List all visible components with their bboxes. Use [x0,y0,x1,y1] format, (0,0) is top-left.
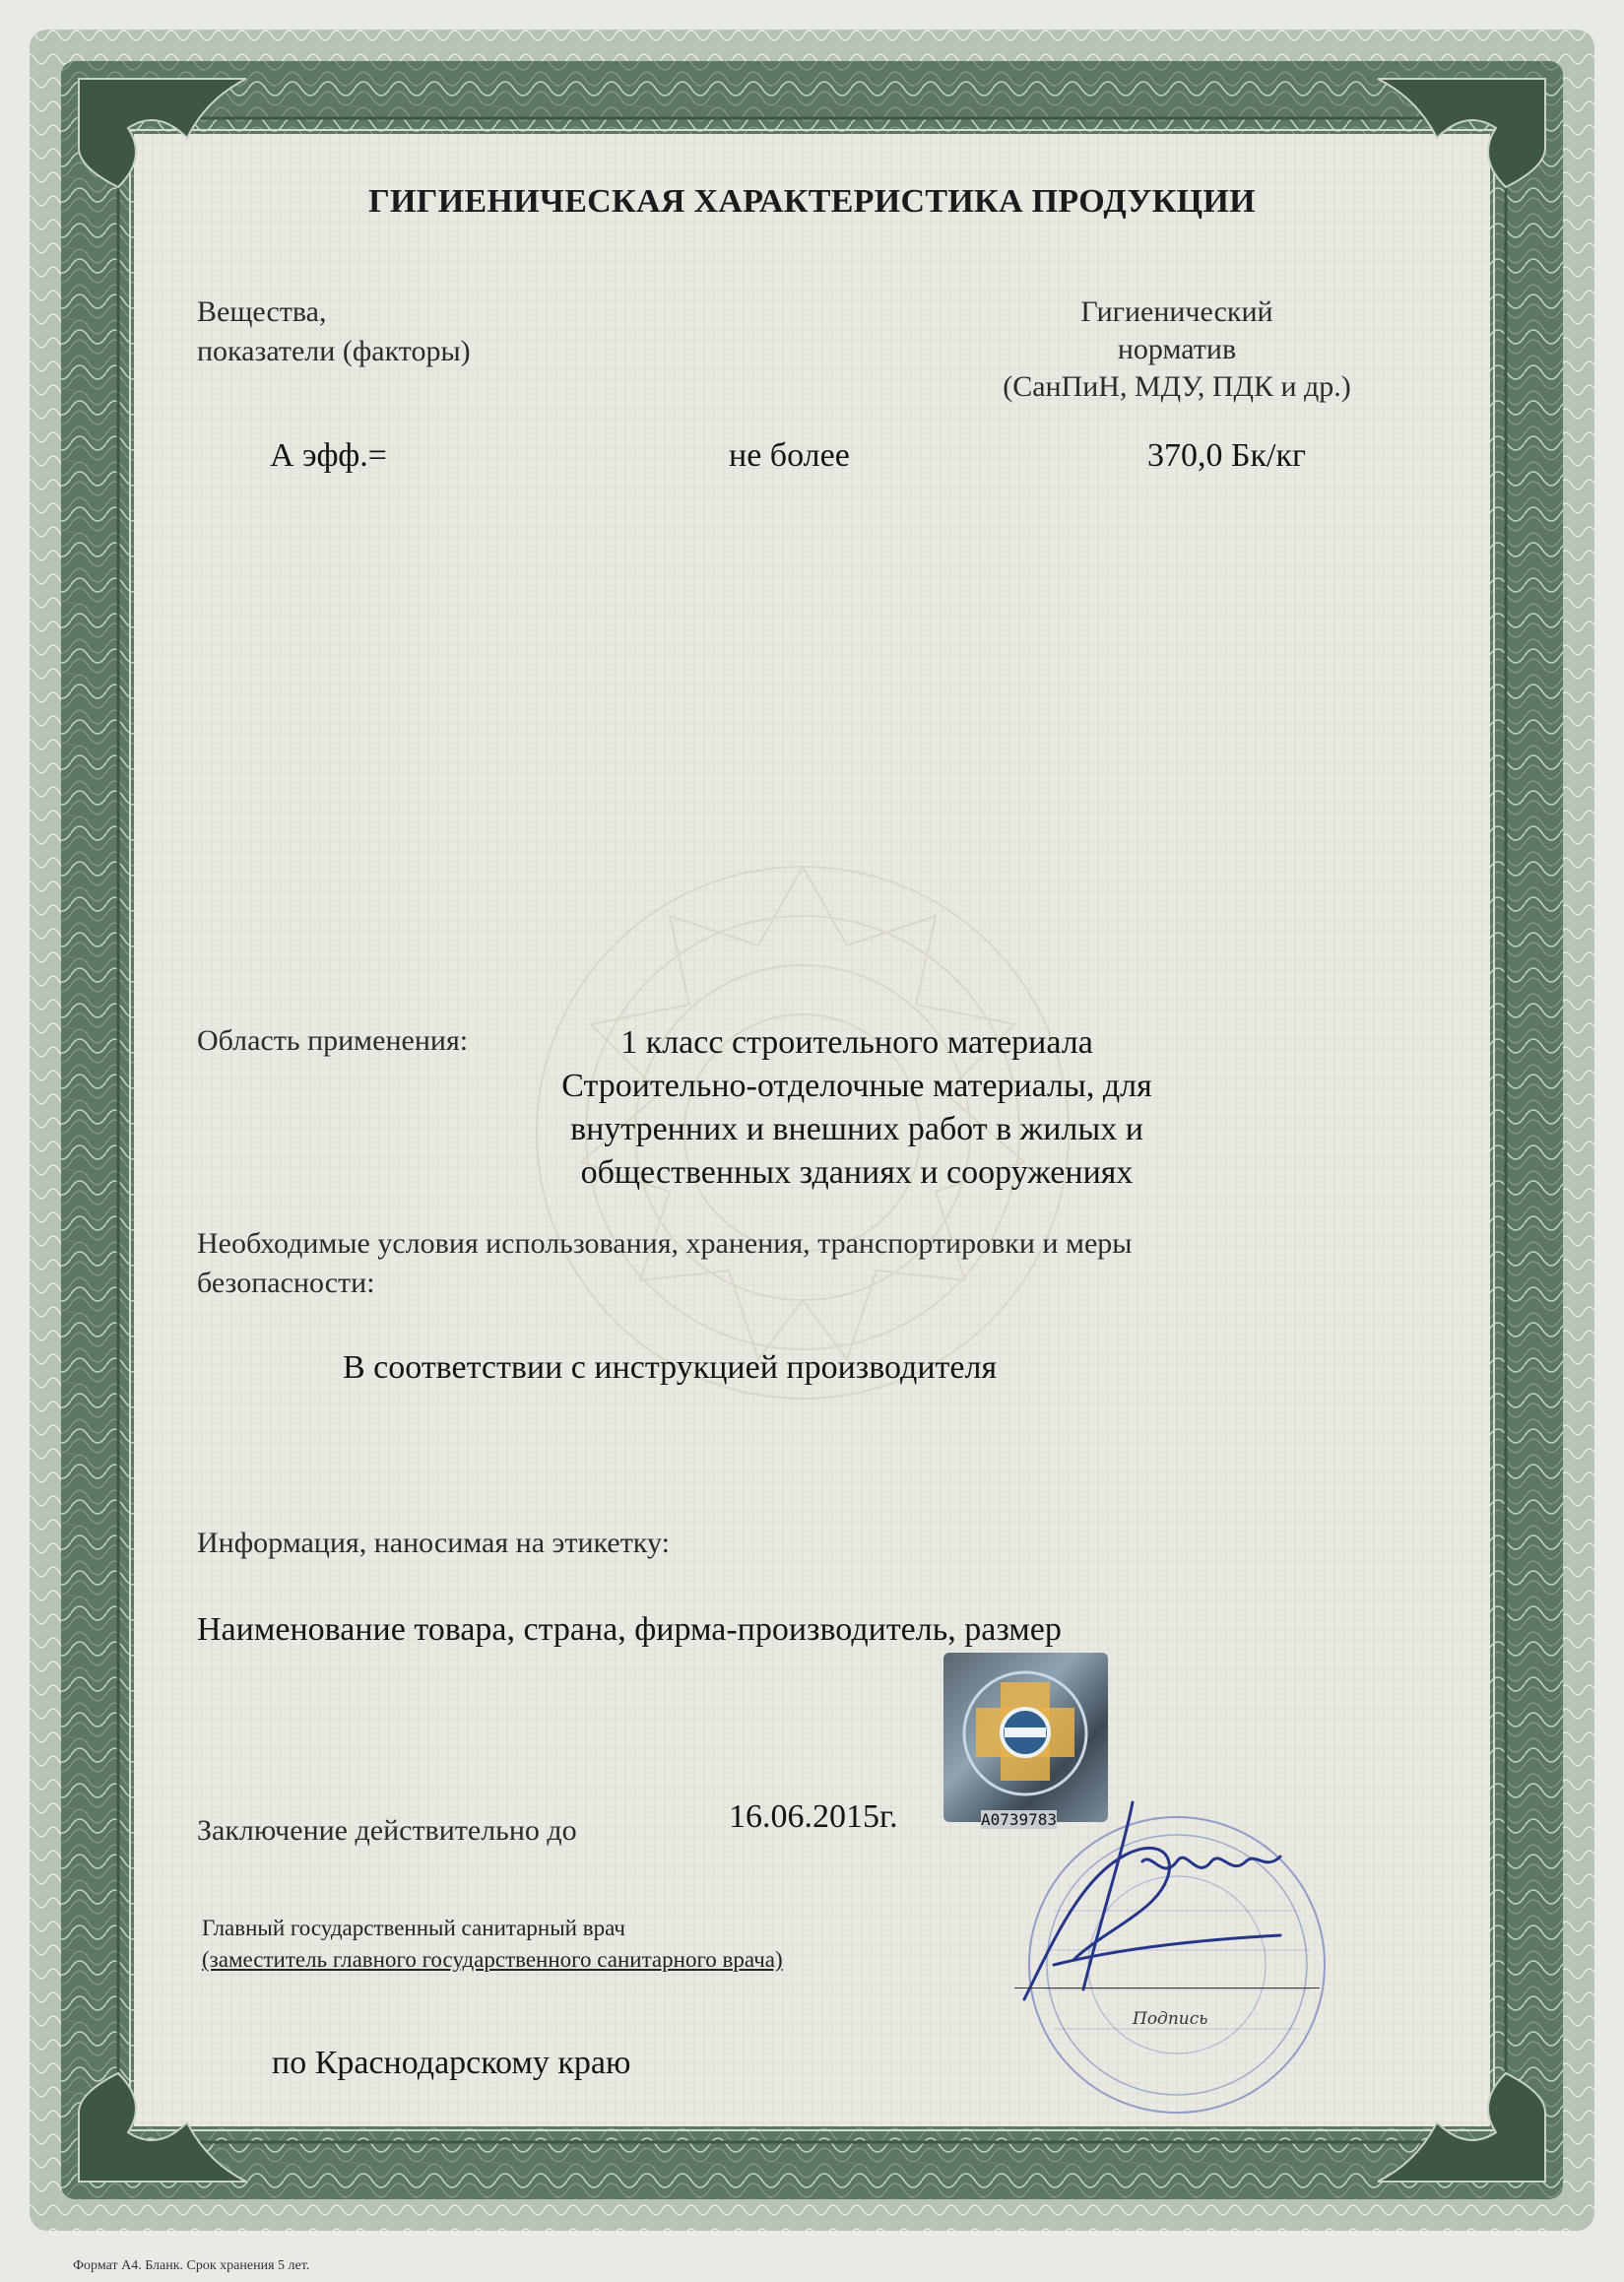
column-left-line-1: Вещества, [197,295,327,328]
conditions-label-line-1: Необходимые условия использования, хранения, транспортировки и меры [197,1227,1133,1260]
doctor-region: по Краснодарскому краю [272,2045,631,2081]
hologram-code: A0739783 [981,1810,1058,1829]
application-line-4: общественных зданиях и сооружениях [580,1154,1134,1191]
validity-label: Заключение действительно до [197,1814,577,1847]
handwritten-signature [1014,1793,1310,2029]
application-line-2: Строительно-отделочные материалы, для [561,1068,1152,1104]
signature-line [1014,1988,1320,1989]
column-left-line-2: показатели (факторы) [197,335,471,367]
application-label: Область применения: [197,1024,469,1057]
column-right-line-1: Гигиенический [1080,295,1273,328]
doctor-title-line-1: Главный государственный санитарный врач [202,1916,625,1940]
indicator-name: А эфф.= [270,437,387,474]
conditions-label-line-2: безопасности: [197,1267,375,1299]
application-line-1: 1 класс строительного материала [620,1024,1093,1061]
label-info-value: Наименование товара, страна, фирма-производитель, размер [197,1611,1062,1648]
signature-caption: Подпись [1133,2009,1208,2029]
doctor-title-line-2: (заместитель главного государственного санитарного врача) [202,1947,783,1972]
validity-date: 16.06.2015г. [729,1798,898,1835]
column-right-line-2: норматив [1117,333,1237,365]
column-right-line-3: (СанПиН, МДУ, ПДК и др.) [1003,370,1351,403]
indicator-condition: не более [729,437,850,474]
form-footer-note: Формат А4. Бланк. Срок хранения 5 лет. [73,2258,310,2273]
document-title: ГИГИЕНИЧЕСКАЯ ХАРАКТЕРИСТИКА ПРОДУКЦИИ [368,183,1256,220]
indicator-value: 370,0 Бк/кг [1147,437,1306,474]
label-info-label: Информация, наносимая на этикетку: [197,1527,670,1559]
conditions-value: В соответствии с инструкцией производителя [343,1349,998,1386]
application-line-3: внутренних и внешних работ в жилых и [570,1111,1143,1147]
